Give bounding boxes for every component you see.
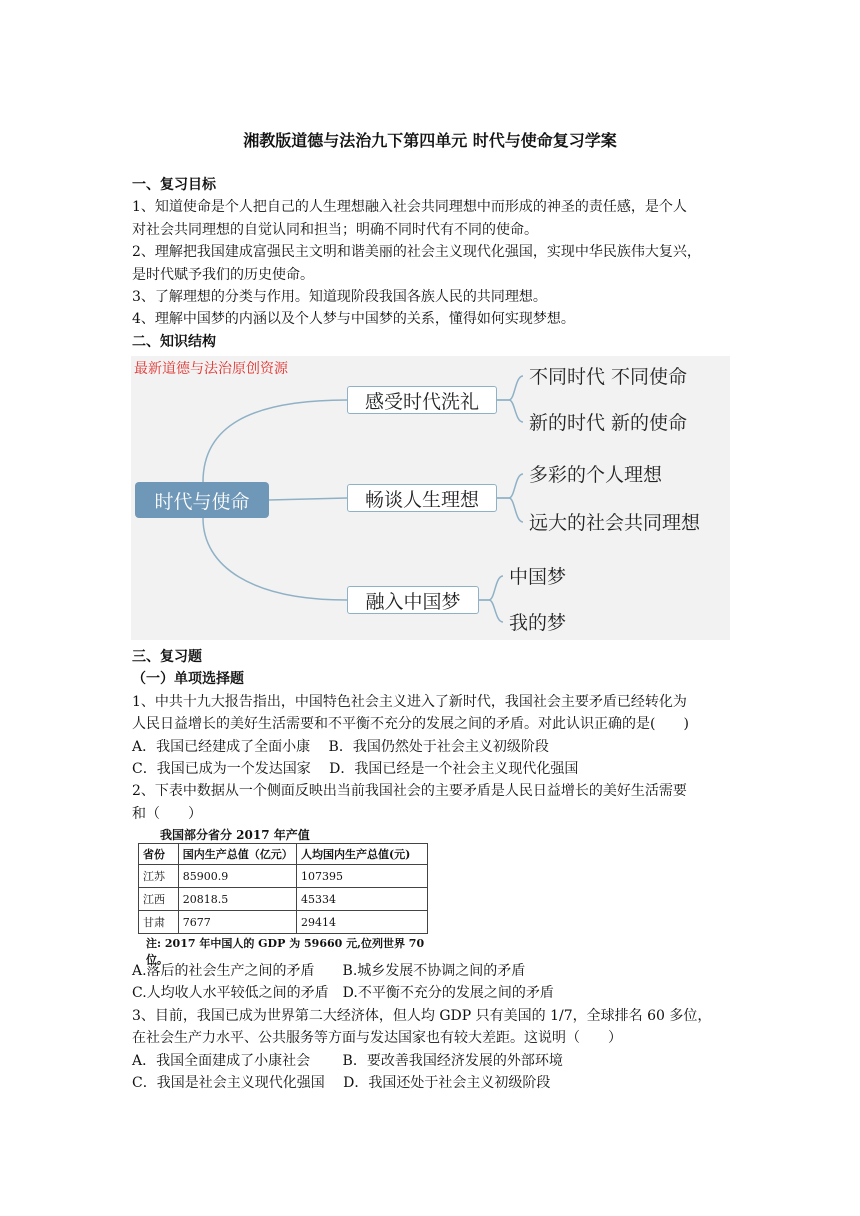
goal-line: 3、了解理想的分类与作用。知道现阶段我国各族人民的共同理想。 xyxy=(132,289,547,306)
table-cell: 20818.5 xyxy=(178,888,296,911)
question-line: 在社会生产力水平、公共服务等方面与发达国家也有较大差距。这说明（ ） xyxy=(132,1030,622,1047)
connector-line xyxy=(497,474,523,498)
mindmap-leaf: 中国梦 xyxy=(509,566,567,588)
gdp-table-figure xyxy=(132,826,428,966)
table-cell: 江西 xyxy=(139,888,179,911)
connector-line xyxy=(203,400,347,482)
table-cell: 45334 xyxy=(296,888,427,911)
table-row xyxy=(139,865,428,888)
connector-line xyxy=(497,376,523,400)
goal-line: 对社会共同理想的自觉认同和担当；明确不同时代有不同的使命。 xyxy=(132,221,538,238)
mindmap-branch-node: 畅谈人生理想 xyxy=(347,484,497,512)
table-cell: 江苏 xyxy=(139,865,179,888)
table-row xyxy=(139,888,428,911)
question-line: 2、下表中数据从一个侧面反映出当前我国社会的主要矛盾是人民日益增长的美好生活需要 xyxy=(132,783,687,800)
table-header-cell: 省份 xyxy=(139,844,179,865)
connector-line xyxy=(479,576,503,600)
gdp-table xyxy=(138,843,428,934)
answer-options: A.落后的社会生产之间的矛盾 B.城乡发展不协调之间的矛盾 xyxy=(132,963,526,979)
section-review-questions-cont xyxy=(132,960,732,1094)
mindmap-leaf: 我的梦 xyxy=(509,612,567,634)
table-cell: 29414 xyxy=(296,911,427,934)
connector-line xyxy=(497,400,523,422)
answer-options: C.人均收人水平较低之间的矛盾 D.不平衡不充分的发展之间的矛盾 xyxy=(132,985,554,1002)
mindmap-leaf: 远大的社会共同理想 xyxy=(529,512,701,534)
question-line: 和（ ） xyxy=(132,805,202,822)
table-cell: 107395 xyxy=(296,865,427,888)
question-line: 3、目前，我国已成为世界第二大经济体，但人均 GDP 只有美国的 1/7，全球排名 60 多位， xyxy=(132,1007,712,1024)
table-note: 注: 2017 年中国人的 GDP 为 59660 元,位列世界 70 位。 xyxy=(146,937,425,966)
mindmap-leaf: 多彩的个人理想 xyxy=(529,464,663,486)
table-header-cell: 人均国内生产总值(元) xyxy=(296,844,427,865)
mindmap-branch-node: 感受时代洗礼 xyxy=(347,386,497,414)
document-title: 湘教版道德与法治九下第四单元 时代与使命复习学案 xyxy=(243,131,617,150)
goal-line: 4、理解中国梦的内涵以及个人梦与中国梦的关系，懂得如何实现梦想。 xyxy=(132,311,575,328)
mindmap-root-node: 时代与使命 xyxy=(135,482,269,518)
connector-line xyxy=(203,518,347,600)
watermark-text: 最新道德与法治原创资源 xyxy=(134,361,288,377)
section-review-questions xyxy=(132,646,732,825)
goal-line: 2、理解把我国建成富强民主文明和谐美丽的社会主义现代化强国，实现中华民族伟大复兴， xyxy=(132,244,701,261)
connector-line xyxy=(479,600,503,622)
section-heading: 三、复习题 xyxy=(132,649,202,665)
question-line: 1、中共十九大报告指出，中国特色社会主义进入了新时代，我国社会主要矛盾已经转化为 xyxy=(132,693,687,710)
mindmap-branch-node: 融入中国梦 xyxy=(347,586,479,614)
section-heading: 二、知识结构 xyxy=(132,333,216,350)
table-caption: 我国部分省分 2017 年产值 xyxy=(160,828,310,842)
goal-line: 是时代赋予我们的历史使命。 xyxy=(132,266,314,283)
answer-options: A．我国全面建成了小康社会 B．要改善我国经济发展的外部环境 xyxy=(132,1052,563,1069)
table-cell: 7677 xyxy=(178,911,296,934)
section-review-goals xyxy=(132,174,732,353)
answer-options: C．我国已成为一个发达国家 D．我国已经是一个社会主义现代化强国 xyxy=(132,761,579,778)
table-cell: 甘肃 xyxy=(139,911,179,934)
table-header-cell: 国内生产总值（亿元） xyxy=(178,844,296,865)
mindmap-leaf: 新的时代 新的使命 xyxy=(529,412,688,434)
connector-line xyxy=(497,498,523,522)
knowledge-mindmap xyxy=(131,356,730,640)
section-heading: 一、复习目标 xyxy=(132,177,216,193)
subsection-heading: （一）单项选择题 xyxy=(132,671,244,688)
answer-options: A．我国已经建成了全面小康 B．我国仍然处于社会主义初级阶段 xyxy=(132,738,549,755)
table-cell: 85900.9 xyxy=(178,865,296,888)
goal-line: 1、知道使命是个人把自己的人生理想融入社会共同理想中而形成的神圣的责任感，是个人 xyxy=(132,199,687,216)
answer-options: C．我国是社会主义现代化强国 D．我国还处于社会主义初级阶段 xyxy=(132,1075,551,1092)
table-row xyxy=(139,911,428,934)
connector-line xyxy=(269,498,347,500)
mindmap-leaf: 不同时代 不同使命 xyxy=(529,366,688,388)
question-line: 人民日益增长的美好生活需要和不平衡不充分的发展之间的矛盾。对此认识正确的是( ) xyxy=(132,716,689,733)
table-header-row xyxy=(139,844,428,865)
